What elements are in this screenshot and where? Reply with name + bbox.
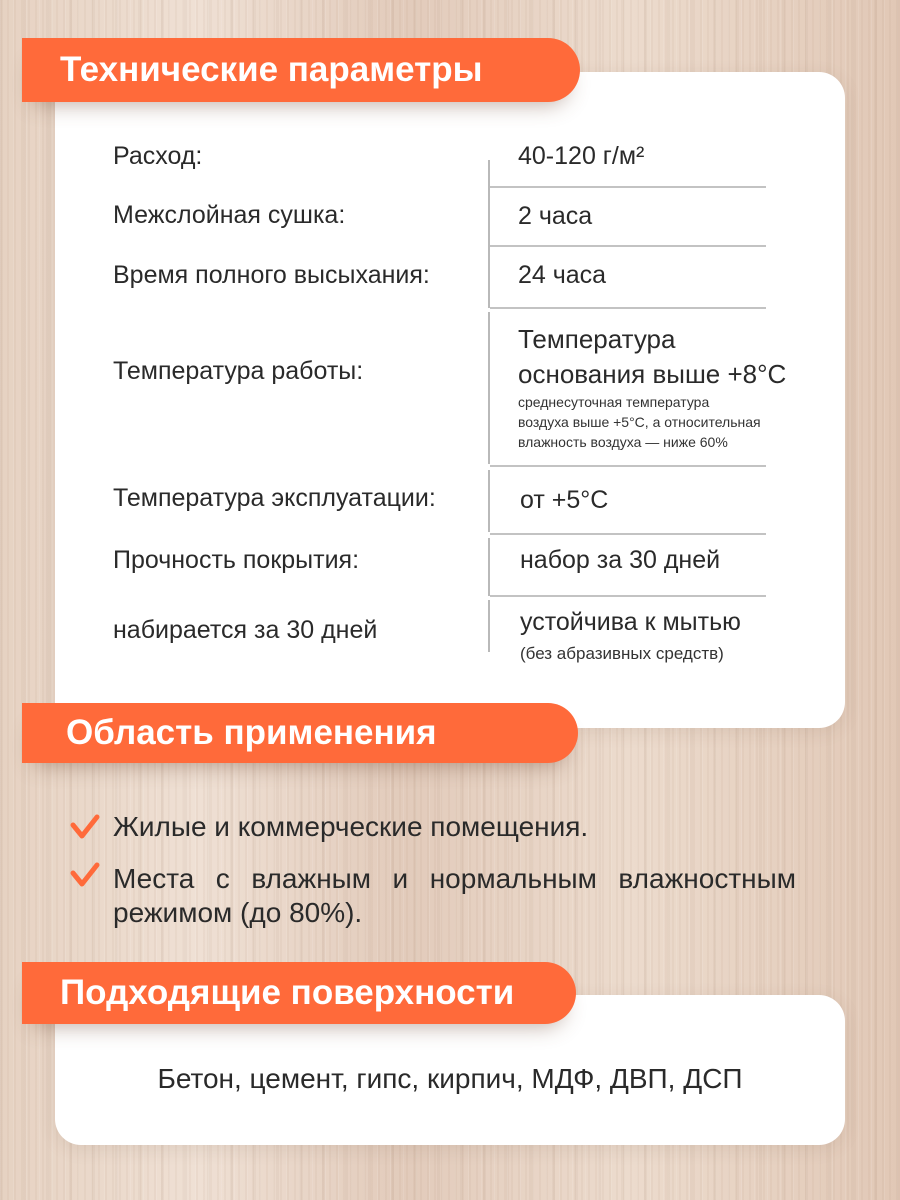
row-note-work-temperature-line3: влажность воздуха — ниже 60% (518, 434, 728, 450)
check-icon (70, 862, 100, 888)
usage-title: Область применения (66, 713, 437, 752)
check-icon (70, 814, 100, 840)
table-divider-horizontal (490, 595, 766, 597)
surfaces-list: Бетон, цемент, гипс, кирпич, МДФ, ДВП, ДСП (157, 1063, 743, 1094)
usage-item-humid-line1: Места с влажным и нормальным влажностным (113, 863, 796, 894)
table-divider-horizontal (490, 186, 766, 188)
table-divider-vertical (488, 252, 490, 308)
row-value-washable: устойчива к мытью (520, 608, 741, 636)
table-divider-horizontal (490, 245, 766, 247)
tech-params-header (22, 38, 580, 102)
table-divider-vertical (488, 600, 490, 652)
table-divider-horizontal (490, 465, 766, 467)
surfaces-header (22, 962, 576, 1024)
row-value-full-drying: 24 часа (518, 261, 607, 289)
row-value-operating-temperature: от +5°С (520, 486, 609, 514)
row-note-washable: (без абразивных средств) (520, 644, 724, 663)
tech-params-title: Технические параметры (60, 50, 483, 89)
row-value-coating-strength: набор за 30 дней (520, 546, 721, 574)
table-divider-vertical (488, 538, 490, 596)
row-label-interlayer-drying: Межслойная сушка: (113, 201, 346, 229)
row-label-coating-strength: Прочность покрытия: (113, 546, 360, 574)
row-note-work-temperature-line1: среднесуточная температура (518, 394, 710, 410)
row-label-strength-gain: набирается за 30 дней (113, 616, 378, 644)
table-divider-vertical (488, 470, 490, 532)
row-label-full-drying: Время полного высыхания: (113, 261, 430, 289)
surfaces-title: Подходящие поверхности (60, 973, 515, 1012)
row-label-work-temperature: Температура работы: (113, 357, 364, 385)
usage-header (22, 703, 578, 763)
table-divider-horizontal (490, 307, 766, 309)
row-value-interlayer-drying: 2 часа (518, 202, 593, 230)
table-divider-horizontal (490, 533, 766, 535)
row-label-operating-temperature: Температура эксплуатации: (113, 484, 436, 512)
row-value-consumption: 40-120 г/м² (518, 142, 645, 170)
row-label-consumption: Расход: (113, 142, 203, 170)
usage-item-humid-line2: режимом (до 80%). (113, 897, 363, 928)
table-divider-vertical (488, 160, 490, 252)
usage-item-residential: Жилые и коммерческие помещения. (113, 811, 589, 842)
row-value-work-temperature-line1: Температура (518, 324, 676, 354)
row-value-work-temperature-line2: основания выше +8°С (518, 359, 787, 389)
row-note-work-temperature-line2: воздуха выше +5°С, а относительная (518, 414, 761, 430)
table-divider-vertical (488, 312, 490, 464)
